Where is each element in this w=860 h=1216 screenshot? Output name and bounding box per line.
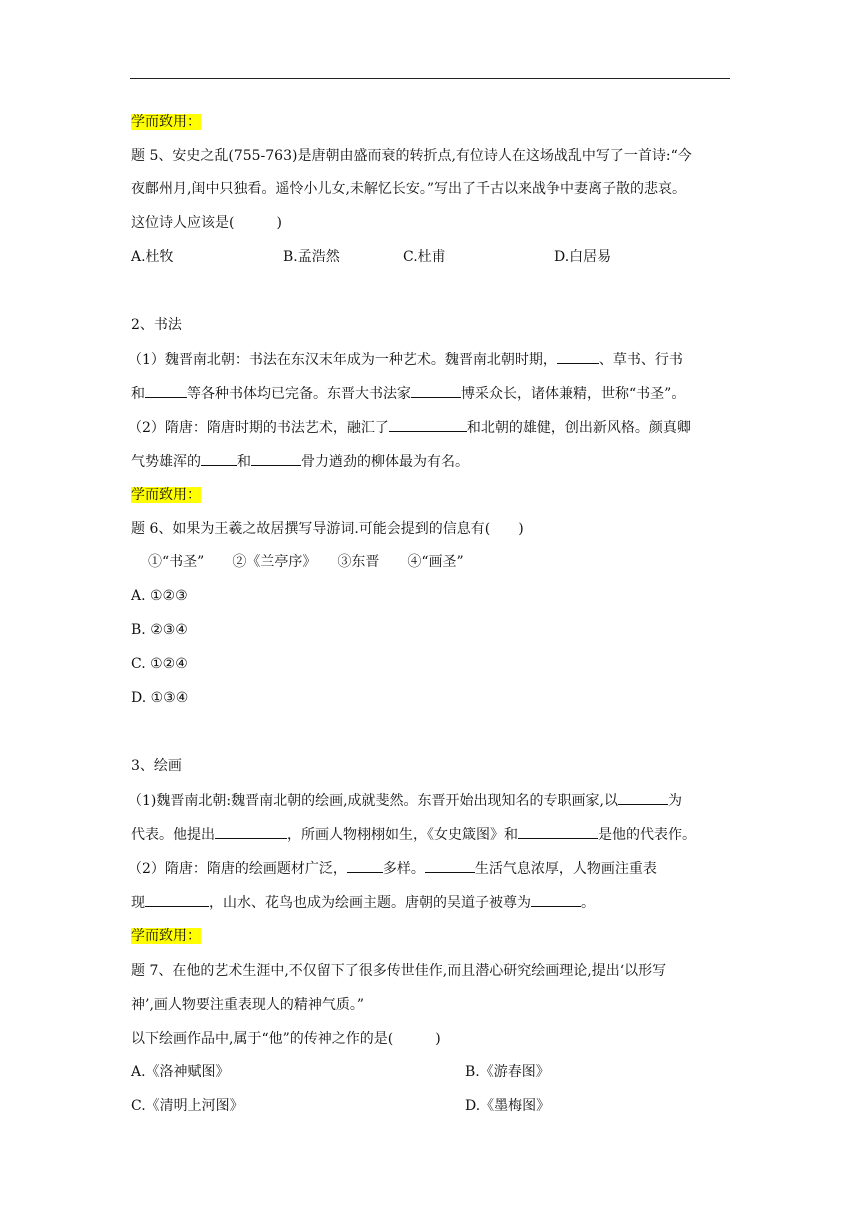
- sec3-para2-line1: （2）隋唐：隋唐的绘画题材广泛， 多样。 生活气息浓厚，人物画注重表: [128, 861, 657, 877]
- section-title-calligraphy: 2、书法: [131, 317, 182, 333]
- q5-option-d[interactable]: D.白居易: [554, 249, 612, 265]
- fill-blank[interactable]: [518, 825, 598, 839]
- q5-line-3: 这位诗人应该是( ): [131, 215, 282, 231]
- q7-line-1: 题 7、在他的艺术生涯中,不仅留下了很多传世佳作,而且潜心研究绘画理论,提出‘以形写: [131, 963, 667, 979]
- q6-stem: 题 6、如果为王羲之故居撰写导游词.可能会提到的信息有( ): [131, 521, 524, 537]
- q7-option-b[interactable]: B.《游春图》: [465, 1064, 550, 1080]
- sec2-para1-line1: （1）魏晋南北朝：书法在东汉末年成为一种艺术。魏晋南北朝时期， 、草书、行书: [128, 352, 683, 368]
- fill-blank[interactable]: [347, 859, 383, 873]
- fill-blank[interactable]: [201, 452, 237, 466]
- fill-blank[interactable]: [389, 418, 467, 432]
- sec2-para2-line1: （2）隋唐：隋唐时期的书法艺术，融汇了 和北朝的雄健，创出新风格。颜真卿: [128, 420, 691, 436]
- sec2-para2-line2: 气势雄浑的 和 骨力遒劲的柳体最为有名。: [131, 454, 469, 470]
- q5-line-2: 夜鄜州月,闺中只独看。遥怜小儿女,未解忆长安。”写出了千古以来战争中妻离子散的悲哀。: [131, 181, 687, 197]
- q7-option-d[interactable]: D.《墨梅图》: [465, 1098, 551, 1114]
- q5-option-a[interactable]: A.杜牧: [131, 249, 174, 265]
- fill-blank[interactable]: [618, 791, 668, 805]
- q6-option-c[interactable]: C. ①②④: [131, 656, 188, 672]
- sec3-para1-line2: 代表。他提出 ，所画人物栩栩如生，《女史箴图》和 是他的代表作。: [131, 827, 696, 843]
- header-rule: [130, 78, 730, 79]
- practice-heading: 学而致用：: [131, 487, 201, 503]
- q6-option-d[interactable]: D. ①③④: [131, 690, 189, 706]
- practice-heading: 学而致用：: [131, 928, 201, 944]
- q5-line-1: 题 5、安史之乱(755-763)是唐朝由盛而衰的转折点,有位诗人在这场战乱中写了一首诗:“今: [131, 148, 692, 164]
- practice-heading: 学而致用：: [131, 114, 201, 130]
- q6-option-a[interactable]: A. ①②③: [131, 588, 188, 604]
- fill-blank[interactable]: [557, 350, 599, 364]
- fill-blank[interactable]: [531, 893, 581, 907]
- fill-blank[interactable]: [215, 825, 287, 839]
- fill-blank[interactable]: [411, 384, 461, 398]
- q6-option-b[interactable]: B. ②③④: [131, 622, 188, 638]
- fill-blank[interactable]: [251, 452, 301, 466]
- section-title-painting: 3、绘画: [131, 758, 182, 774]
- q7-line-3: 以下绘画作品中,属于“他”的传神之作的是( ): [131, 1031, 441, 1047]
- sec3-para2-line2: 现 ，山水、花鸟也成为绘画主题。唐朝的吴道子被尊为 。: [131, 895, 595, 911]
- q6-items: ①“书圣” ②《兰亭序》 ③东晋 ④“画圣”: [148, 554, 464, 570]
- q7-line-2: 神’,画人物要注重表现人的精神气质。”: [131, 997, 365, 1013]
- fill-blank[interactable]: [425, 859, 475, 873]
- q5-option-c[interactable]: C.杜甫: [403, 249, 446, 265]
- fill-blank[interactable]: [145, 893, 209, 907]
- fill-blank[interactable]: [145, 384, 187, 398]
- sec2-para1-line2: 和 等各种书体均已完备。东晋大书法家 博采众长，诸体兼精，世称“书圣”。: [131, 386, 686, 402]
- sec3-para1-line1: （1)魏晋南北朝:魏晋南北朝的绘画,成就斐然。东晋开始出现知名的专职画家,以 为: [128, 793, 682, 809]
- q5-option-b[interactable]: B.孟浩然: [283, 249, 340, 265]
- q7-option-c[interactable]: C.《清明上河图》: [131, 1098, 244, 1114]
- q7-option-a[interactable]: A.《洛神赋图》: [131, 1064, 230, 1080]
